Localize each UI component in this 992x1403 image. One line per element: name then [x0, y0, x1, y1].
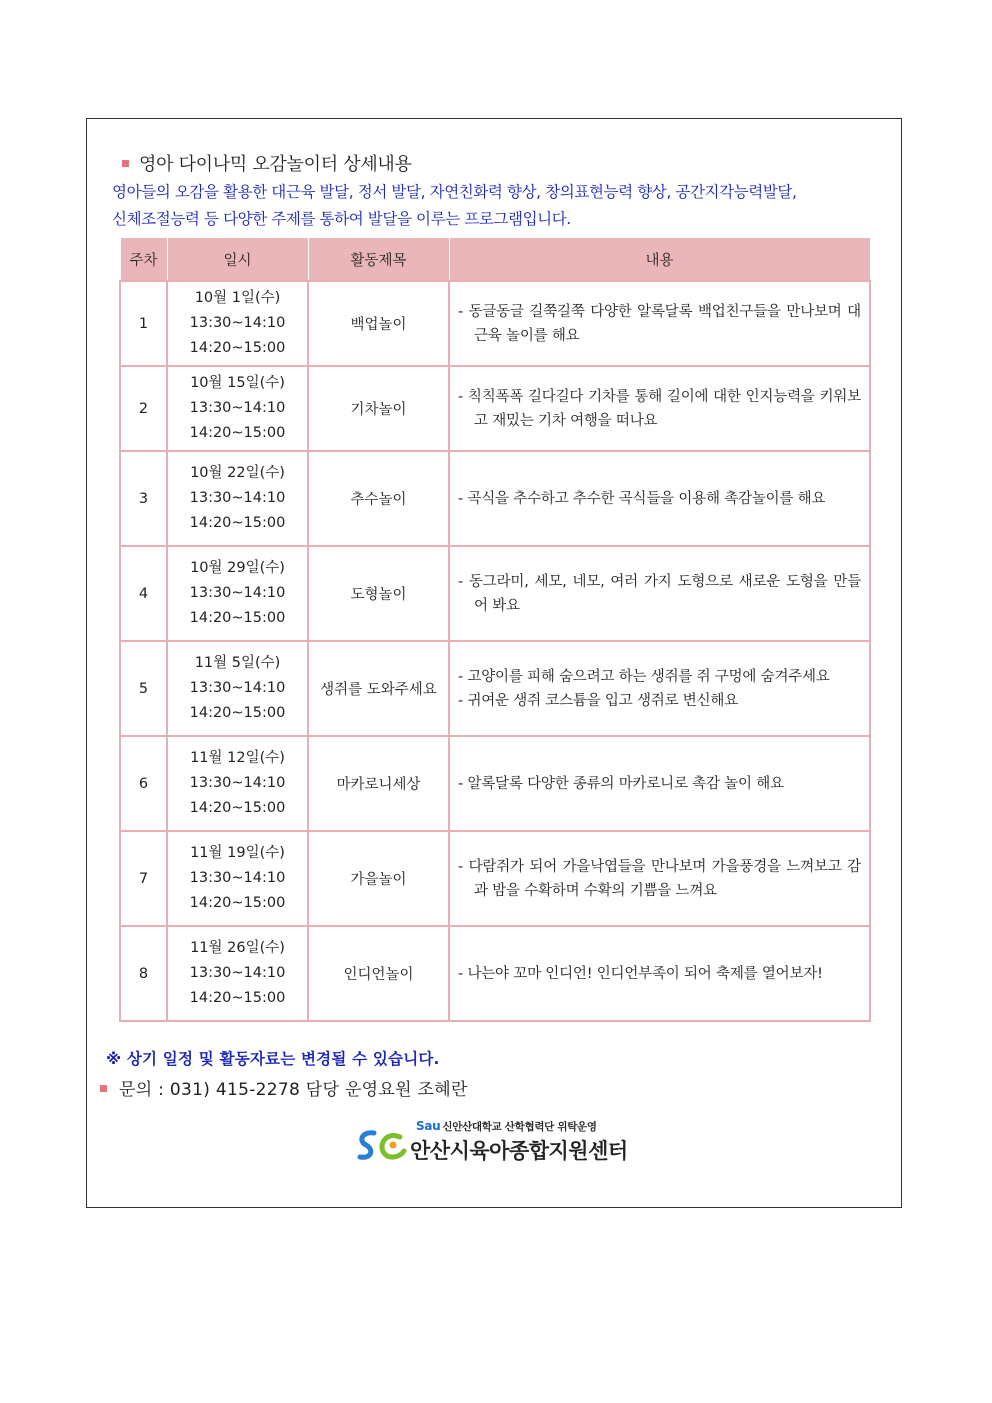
content-cell — [449, 926, 870, 1021]
content-line: - 나는야 꼬마 인디언! 인디언부족이 되어 축제를 열어보자! — [458, 965, 823, 982]
time-slot-2: 14:20~15:00 — [189, 515, 286, 531]
time-slot-1: 13:30~14:10 — [189, 775, 286, 791]
intro-line-2: 신체조절능력 등 다양한 주제를 통하여 발달을 이루는 프로그램입니다. — [112, 210, 571, 228]
content-cell — [449, 546, 870, 641]
activity-title-cell: 백업놀이 — [308, 281, 449, 366]
week-cell: 8 — [120, 926, 167, 1021]
activity-title-cell: 추수놀이 — [308, 451, 449, 546]
content-cell — [449, 281, 870, 366]
change-notice: ※ 상기 일정 및 활동자료는 변경될 수 있습니다. — [106, 1050, 440, 1068]
tagline-text: 신안산대학교 산학협력단 위탁운영 — [442, 1121, 597, 1133]
content-cell — [449, 366, 870, 451]
week-cell: 3 — [120, 451, 167, 546]
time-slot-2: 14:20~15:00 — [189, 895, 286, 911]
date-text: 10월 1일(수) — [194, 290, 281, 306]
date-text: 11월 5일(수) — [194, 655, 281, 671]
center-name: 안산시육아종합지원센터 — [410, 1139, 628, 1163]
content-cell — [449, 451, 870, 546]
date-text: 11월 19일(수) — [190, 845, 285, 861]
time-slot-1: 13:30~14:10 — [189, 490, 286, 506]
header-title: 활동제목 — [308, 238, 449, 282]
table-row — [120, 736, 870, 831]
activity-title-cell: 가을놀이 — [308, 831, 449, 926]
intro-paragraph — [112, 179, 872, 233]
table-row — [120, 451, 870, 546]
square-bullet-icon — [100, 1085, 107, 1092]
week-cell: 4 — [120, 546, 167, 641]
table-row — [120, 281, 870, 366]
time-slot-2: 14:20~15:00 — [189, 340, 286, 356]
datetime-cell — [167, 281, 308, 366]
time-slot-1: 13:30~14:10 — [189, 400, 286, 416]
week-cell: 5 — [120, 641, 167, 736]
date-text: 11월 12일(수) — [190, 750, 285, 766]
sc-logo-icon — [356, 1125, 410, 1165]
activity-title-cell: 생쥐를 도와주세요 — [308, 641, 449, 736]
time-slot-2: 14:20~15:00 — [189, 705, 286, 721]
time-slot-2: 14:20~15:00 — [189, 610, 286, 626]
datetime-cell — [167, 736, 308, 831]
datetime-cell — [167, 641, 308, 736]
content-line: - 칙칙폭폭 길다길다 기차를 통해 길이에 대한 인지능력을 키워보고 재밌는 기차 여행을 떠나요 — [458, 388, 861, 429]
time-slot-2: 14:20~15:00 — [189, 425, 286, 441]
week-cell: 2 — [120, 366, 167, 451]
content-line: - 곡식을 추수하고 추수한 곡식들을 이용해 촉감놀이를 해요 — [458, 490, 826, 507]
date-text: 10월 29일(수) — [190, 560, 285, 576]
datetime-cell — [167, 546, 308, 641]
center-logo — [356, 1115, 636, 1167]
logo-tagline — [416, 1119, 597, 1134]
week-cell: 1 — [120, 281, 167, 366]
time-slot-1: 13:30~14:10 — [189, 315, 286, 331]
datetime-cell — [167, 366, 308, 451]
section-heading — [122, 150, 412, 176]
sau-mark: Sau — [416, 1119, 441, 1133]
content-line: - 동그라미, 세모, 네모, 여러 가지 도형으로 새로운 도형을 만들어 봐요 — [458, 573, 861, 614]
content-line: - 다람쥐가 되어 가을낙엽들을 만나보며 가을풍경을 느껴보고 감과 밤을 수확하며 수확의 기쁨을 느껴요 — [458, 858, 861, 899]
content-cell — [449, 831, 870, 926]
content-line: - 고양이를 피해 숨으려고 하는 생쥐를 쥐 구멍에 숨겨주세요 — [458, 668, 830, 685]
activity-title-cell: 마카로니세상 — [308, 736, 449, 831]
table-row — [120, 641, 870, 736]
content-cell — [449, 736, 870, 831]
table-row — [120, 366, 870, 451]
date-text: 11월 26일(수) — [190, 940, 285, 956]
content-cell — [449, 641, 870, 736]
content-line: - 알록달록 다양한 종류의 마카로니로 촉감 놀이 해요 — [458, 775, 784, 792]
content-line: - 동글동글 길쭉길쭉 다양한 알록달록 백업친구들을 만나보며 대근육 놀이를 해요 — [458, 303, 861, 344]
contact-text: 문의 : 031) 415-2278 담당 운영요원 조혜란 — [119, 1080, 468, 1100]
table-row — [120, 926, 870, 1021]
activity-title-cell: 도형놀이 — [308, 546, 449, 641]
datetime-cell — [167, 831, 308, 926]
time-slot-1: 13:30~14:10 — [189, 870, 286, 886]
date-text: 10월 15일(수) — [190, 375, 285, 391]
time-slot-1: 13:30~14:10 — [189, 965, 286, 981]
table-row — [120, 546, 870, 641]
week-cell: 6 — [120, 736, 167, 831]
datetime-cell — [167, 451, 308, 546]
square-bullet-icon — [122, 160, 129, 167]
activity-title-cell: 기차놀이 — [308, 366, 449, 451]
time-slot-2: 14:20~15:00 — [189, 800, 286, 816]
header-content: 내용 — [449, 238, 870, 282]
time-slot-1: 13:30~14:10 — [189, 680, 286, 696]
date-text: 10월 22일(수) — [190, 465, 285, 481]
week-cell: 7 — [120, 831, 167, 926]
table-row — [120, 831, 870, 926]
datetime-cell — [167, 926, 308, 1021]
heading-text: 영아 다이나믹 오감놀이터 상세내용 — [139, 154, 412, 175]
time-slot-1: 13:30~14:10 — [189, 585, 286, 601]
header-week: 주차 — [120, 238, 167, 282]
table-header-row — [120, 238, 870, 282]
content-line: - 귀여운 생쥐 코스튬을 입고 생쥐로 변신해요 — [458, 692, 739, 709]
schedule-table — [119, 237, 871, 1022]
activity-title-cell: 인디언놀이 — [308, 926, 449, 1021]
header-datetime: 일시 — [167, 238, 308, 282]
time-slot-2: 14:20~15:00 — [189, 990, 286, 1006]
intro-line-1: 영아들의 오감을 활용한 대근육 발달, 정서 발달, 자연친화력 향상, 창의표현능력 향상, 공간지각능력발달, — [112, 183, 797, 201]
contact-info — [100, 1075, 468, 1100]
